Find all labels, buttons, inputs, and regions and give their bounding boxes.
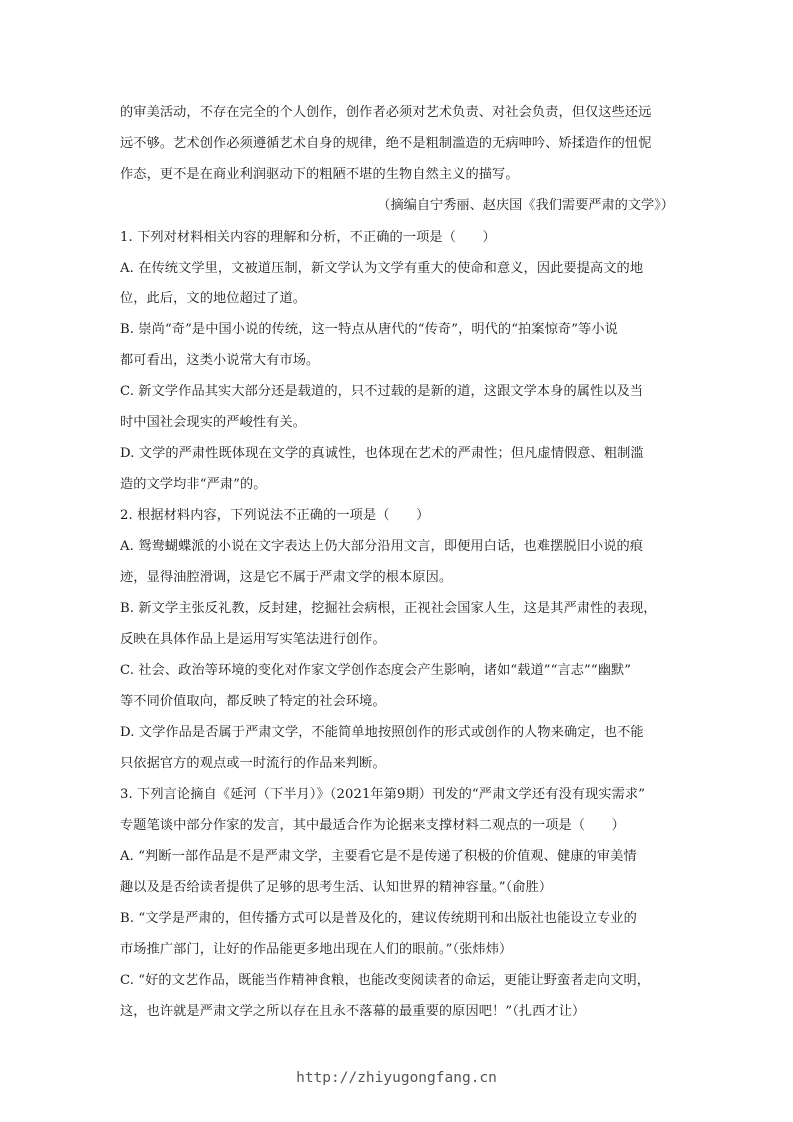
q2-option-b-line2: 反映在具体作品上是运用写实笔法进行创作。 bbox=[120, 632, 386, 647]
question-1-stem: 1. 下列对材料相关内容的理解和分析，不正确的一项是（ ） bbox=[120, 230, 496, 245]
q1-option-d-line1: D. 文学的严肃性既体现在文学的真诚性，也体现在艺术的严肃性；但凡虚情假意、粗制滥 bbox=[120, 446, 644, 461]
q1-option-a-line2: 位，此后，文的地位超过了道。 bbox=[120, 291, 307, 306]
question-2-stem: 2. 根据材料内容，下列说法不正确的一项是（ ） bbox=[120, 508, 430, 523]
q3-option-c-line1: C. “好的文艺作品，既能当作精神食粮，也能改变阅读者的命运，更能让野蛮者走向文明， bbox=[120, 973, 651, 988]
q1-option-d-line2: 造的文学均非“严肃”的。 bbox=[120, 477, 267, 492]
q1-option-b-line2: 都可看出，这类小说常大有市场。 bbox=[120, 353, 320, 368]
passage-line: 远不够。艺术创作必须遵循艺术自身的规律，绝不是粗制滥造的无病呻吟、矫揉造作的忸怩 bbox=[120, 136, 652, 151]
q3-option-c-line2: 这，也许就是严肃文学之所以存在且永不落幕的最重要的原因吧！”（扎西才让） bbox=[120, 1004, 586, 1019]
q2-option-c-line1: C. 社会、政治等环境的变化对作家文学创作态度会产生影响，诸如“载道”“言志”“幽默” bbox=[120, 663, 632, 678]
question-3-stem-line2: 专题笔谈中部分作家的发言，其中最适合作为论据来支撑材料二观点的一项是（ ） bbox=[120, 818, 625, 833]
q2-option-c-line2: 等不同价值取向，都反映了特定的社会环境。 bbox=[120, 694, 386, 709]
passage-line: 作态，更不是在商业利润驱动下的粗陋不堪的生物自然主义的描写。 bbox=[120, 167, 519, 182]
q2-option-a-line2: 迹，显得油腔滑调，这是它不属于严肃文学的根本原因。 bbox=[120, 570, 453, 585]
q1-option-a-line1: A. 在传统文学里，文被道压制，新文学认为文学有重大的使命和意义，因此要提高文的地 bbox=[120, 261, 644, 276]
question-3-stem-line1: 3. 下列言论摘自《延河（下半月）》（2021年第9期）刊发的“严肃文学还有没有现实需求” bbox=[120, 787, 646, 802]
passage-line: 的审美活动，不存在完全的个人创作，创作者必须对艺术负责、对社会负责，但仅这些还远 bbox=[120, 105, 652, 120]
q1-option-c-line1: C. 新文学作品其实大部分还是载道的，只不过载的是新的道，这跟文学本身的属性以及当 bbox=[120, 384, 644, 399]
source-citation: （摘编自宁秀丽、赵庆国《我们需要严肃的文学》） bbox=[377, 198, 674, 213]
q2-option-d-line1: D. 文学作品是否属于严肃文学，不能简单地按照创作的形式或创作的人物来确定，也不能 bbox=[120, 725, 644, 740]
q3-option-a-line2: 趣以及是否给读者提供了足够的思考生活、认知世界的精神容量。”（俞胜） bbox=[120, 880, 553, 895]
q1-option-b-line1: B. 崇尚“奇”是中国小说的传统，这一特点从唐代的“传奇”，明代的“拍案惊奇”等小说 bbox=[120, 322, 618, 337]
q3-option-a-line1: A. “判断一部作品是不是严肃文学，主要看它是不是传递了积极的价值观、健康的审美情 bbox=[120, 849, 637, 864]
q3-option-b-line1: B. “文学是严肃的，但传播方式可以是普及化的，建议传统期刊和出版社也能设立专业的 bbox=[120, 911, 637, 926]
q2-option-b-line1: B. 新文学主张反礼教，反封建，挖掘社会病根，正视社会国家人生，这是其严肃性的表现， bbox=[120, 601, 657, 616]
q1-option-c-line2: 时中国社会现实的严峻性有关。 bbox=[120, 415, 307, 430]
q2-option-d-line2: 只依据官方的观点或一时流行的作品来判断。 bbox=[120, 756, 386, 771]
q3-option-b-line2: 市场推广部门，让好的作品能更多地出现在人们的眼前。”（张炜炜） bbox=[120, 942, 513, 957]
footer-url: http://zhiyugongfang.cn bbox=[296, 1070, 497, 1086]
q2-option-a-line1: A. 鸳鸯蝴蝶派的小说在文字表达上仍大部分沿用文言，即便用白话，也难摆脱旧小说的痕 bbox=[120, 539, 644, 554]
